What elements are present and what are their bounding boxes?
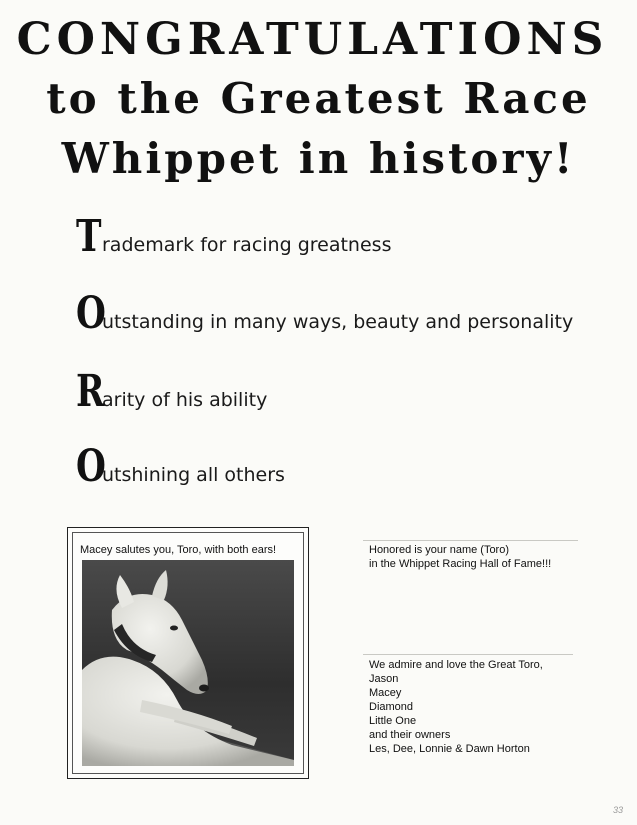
honor-line: in the Whippet Racing Hall of Fame!!! [369, 558, 552, 570]
headline-greatest-race: to the Greatest Race [46, 74, 591, 123]
admire-line: Macey [369, 687, 402, 699]
photo-caption: Macey salutes you, Toro, with both ears! [80, 544, 277, 556]
acrostic-line-o-2 [76, 441, 285, 492]
acrostic-line-o [76, 288, 574, 339]
honor-line: Honored is your name (Toro) [369, 544, 510, 556]
acrostic-letter: O [76, 441, 106, 492]
honor-note [369, 543, 551, 571]
photo-frame [67, 527, 309, 779]
divider-line [363, 654, 573, 655]
whippet-photo [82, 560, 294, 766]
headline-congratulations: CONGRATULATIONS [16, 14, 609, 65]
acrostic-letter: R [76, 366, 105, 417]
acrostic-letter: T [76, 211, 102, 262]
acrostic-line-r [76, 366, 268, 417]
admire-line: Les, Dee, Lonnie & Dawn Horton [369, 743, 530, 755]
admire-line: We admire and love the Great Toro, [369, 659, 543, 671]
page-number: 33 [612, 805, 623, 815]
acrostic-text: utstanding in many ways, beauty and personality [102, 311, 574, 333]
admire-line: Jason [369, 673, 399, 685]
acrostic-text: rademark for racing greatness [102, 234, 392, 256]
admire-note [369, 658, 543, 756]
acrostic-text: utshining all others [102, 464, 285, 486]
acrostic-text: arity of his ability [102, 389, 268, 411]
acrostic-letter: O [76, 288, 106, 339]
admire-line: and their owners [369, 729, 451, 741]
admire-line: Diamond [369, 701, 414, 713]
acrostic-line-t [76, 211, 392, 262]
headline-whippet-history: Whippet in history! [61, 134, 576, 183]
admire-line: Little One [369, 715, 417, 727]
divider-line [363, 540, 578, 541]
